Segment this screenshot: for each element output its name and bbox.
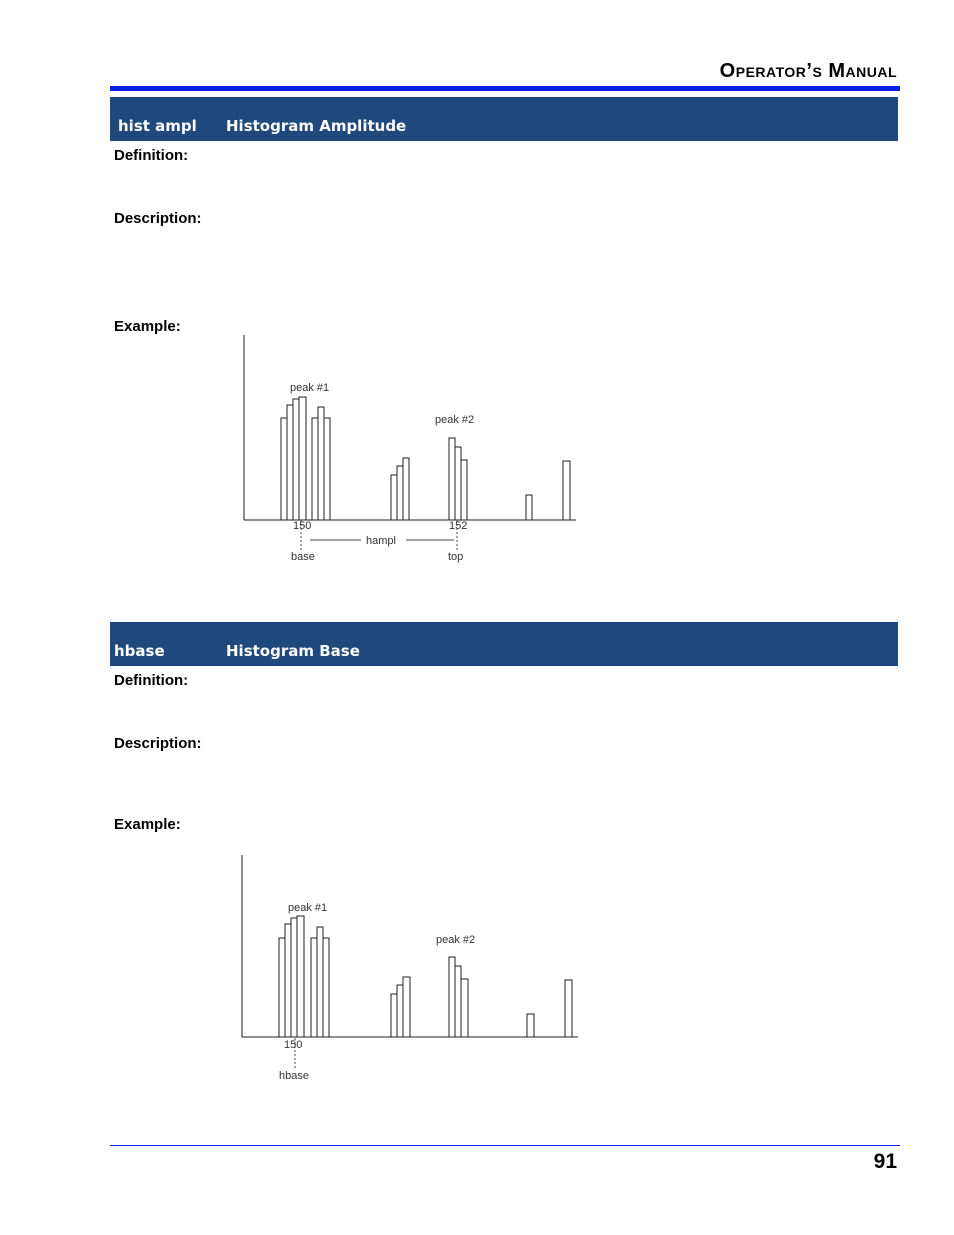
- running-header-title: Operator’s Manual: [719, 60, 897, 82]
- histogram-bar: [285, 924, 291, 1037]
- histogram-bar: [299, 397, 306, 520]
- histogram-bar: [565, 980, 572, 1037]
- page-number: 91: [873, 1150, 897, 1173]
- histogram-base-figure: [234, 850, 584, 1090]
- histogram-bar: [403, 977, 410, 1037]
- section-name: Histogram Base: [226, 642, 360, 660]
- hampl-label: hampl: [366, 535, 396, 547]
- peak-1-label: peak #1: [290, 382, 330, 394]
- tick-label: 150: [284, 1039, 303, 1051]
- histogram-bar: [287, 405, 293, 520]
- histogram-amplitude-figure: [236, 330, 586, 570]
- hbase-label: hbase: [279, 1070, 309, 1082]
- top-label: top: [448, 551, 464, 563]
- histogram-bar: [391, 475, 397, 520]
- histogram-bar: [563, 461, 570, 520]
- histogram-bar: [397, 985, 403, 1037]
- description-label: Description:: [114, 735, 202, 752]
- histogram-bar: [526, 495, 532, 520]
- definition-label: Definition:: [114, 672, 189, 689]
- histogram-bar: [293, 399, 299, 520]
- base-label: base: [291, 551, 315, 563]
- histogram-bar: [461, 460, 467, 520]
- example-label: Example:: [114, 318, 181, 335]
- histogram-bar: [403, 458, 409, 520]
- footer-rule: [110, 1145, 900, 1146]
- tick-label: 150: [293, 520, 312, 532]
- section-mnemonic: hbase: [114, 642, 165, 660]
- tick-label: 152: [449, 520, 468, 532]
- section-mnemonic: hist ampl: [118, 117, 197, 135]
- histogram-bar: [311, 938, 317, 1037]
- histogram-bar: [312, 418, 318, 520]
- histogram-bar: [318, 407, 324, 520]
- example-label: Example:: [114, 816, 181, 833]
- section-name: Histogram Amplitude: [226, 117, 407, 135]
- histogram-bar: [455, 966, 461, 1037]
- histogram-bar: [291, 918, 297, 1037]
- peak-2-label: peak #2: [435, 414, 475, 426]
- histogram-bar: [391, 994, 397, 1037]
- histogram-bar: [279, 938, 285, 1037]
- histogram-bar: [323, 938, 329, 1037]
- histogram-bar: [397, 466, 403, 520]
- section-bar-hbase: [110, 622, 898, 666]
- histogram-bar: [527, 1014, 534, 1037]
- histogram-bar: [449, 438, 455, 520]
- peak-2-label: peak #2: [436, 934, 476, 946]
- histogram-bar: [297, 916, 304, 1037]
- histogram-bar: [449, 957, 455, 1037]
- histogram-bar: [324, 418, 330, 520]
- peak-1-label: peak #1: [288, 902, 328, 914]
- header-rule: [110, 86, 900, 91]
- histogram-bar: [455, 447, 461, 520]
- histogram-bar: [461, 979, 468, 1037]
- section-bar-hist-ampl: [110, 97, 898, 141]
- description-label: Description:: [114, 210, 202, 227]
- definition-label: Definition:: [114, 147, 189, 164]
- histogram-bar: [281, 418, 287, 520]
- histogram-bar: [317, 927, 323, 1037]
